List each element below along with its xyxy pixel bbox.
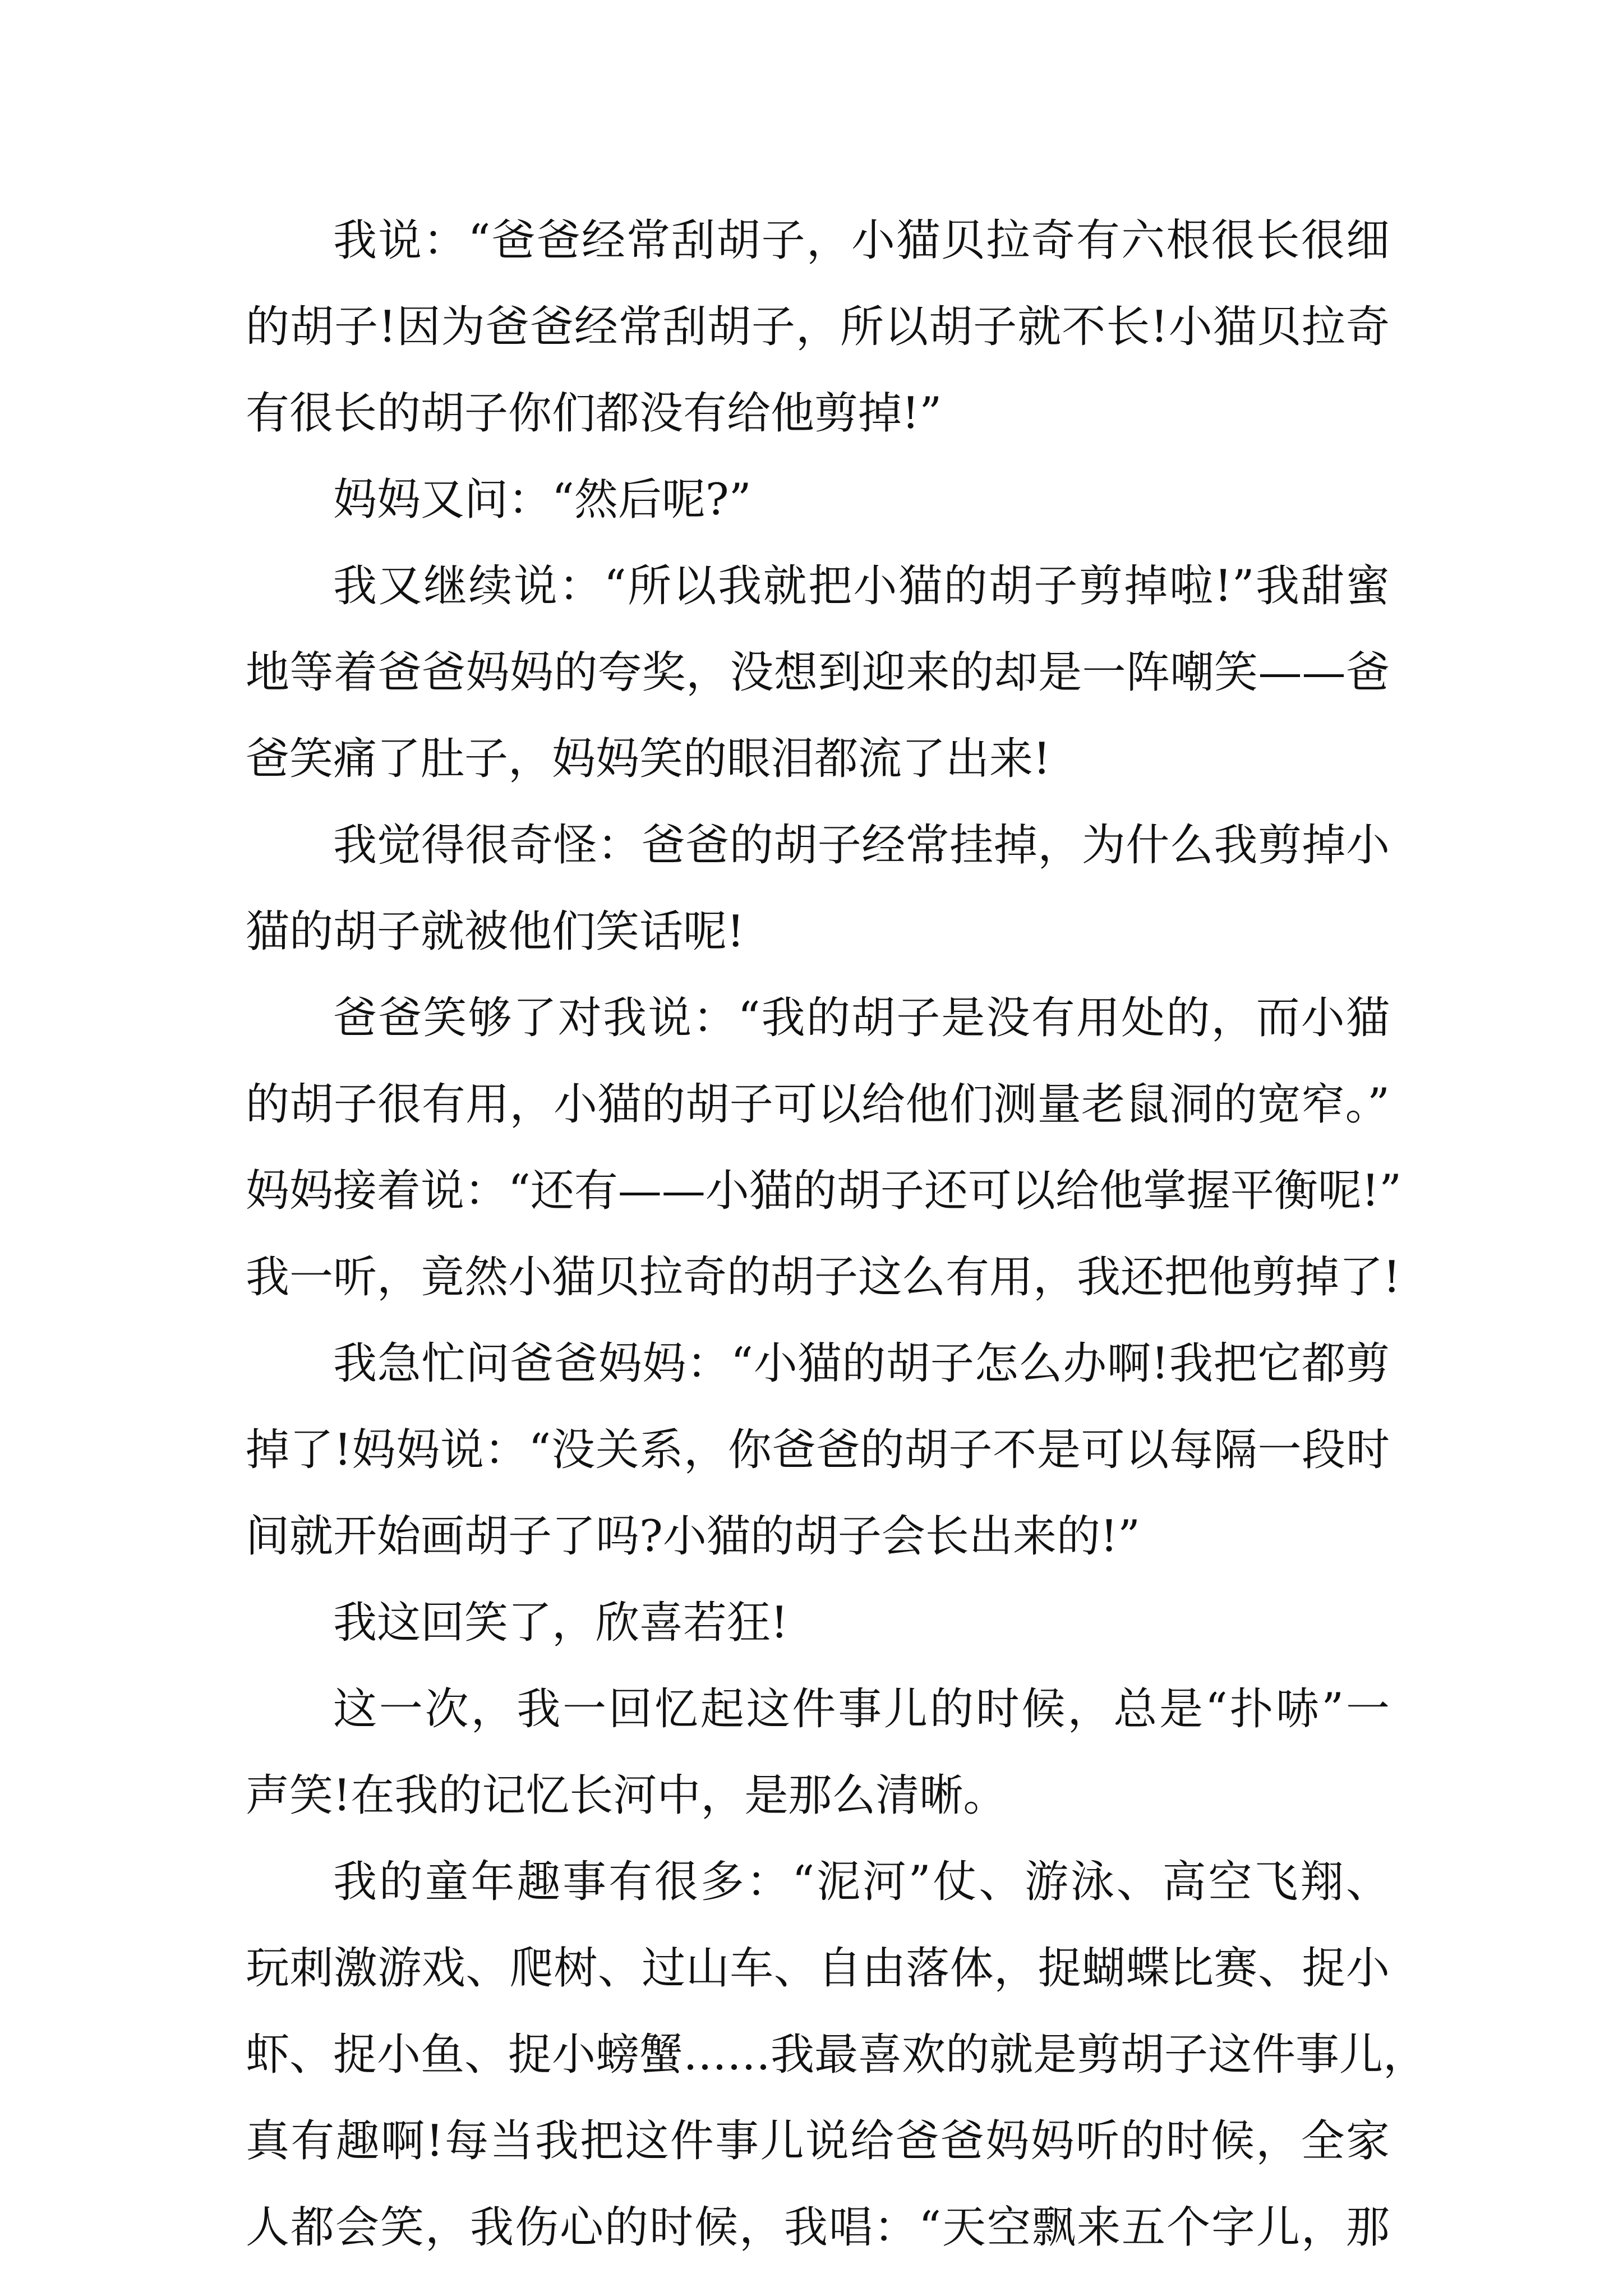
text-line: 我又继续说：“所以我就把小猫的胡子剪掉啦!”我甜蜜 <box>333 561 1390 611</box>
text-line: 我一听，竟然小猫贝拉奇的胡子这么有用，我还把他剪掉了! <box>246 1252 1401 1303</box>
text-line: 的胡子很有用，小猫的胡子可以给他们测量老鼠洞的宽窄。” <box>246 1079 1390 1130</box>
text-line: 爸爸笑够了对我说：“我的胡子是没有用处的，而小猫 <box>333 993 1390 1043</box>
text-line: 虾、捉小鱼、捉小螃蟹……我最喜欢的就是剪胡子这件事儿， <box>246 2030 1427 2080</box>
text-line: 有很长的胡子你们都没有给他剪掉!” <box>246 388 942 439</box>
text-line: 猫的胡子就被他们笑话呢! <box>246 907 745 957</box>
text-line: 玩刺激游戏、爬树、过山车、自由落体，捉蝴蝶比赛、捉小 <box>246 1943 1390 1994</box>
text-line: 我觉得很奇怪：爸爸的胡子经常挂掉，为什么我剪掉小 <box>333 820 1390 871</box>
text-line: 地等着爸爸妈妈的夸奖，没想到迎来的却是一阵嘲笑——爸 <box>246 647 1390 698</box>
text-line: 我急忙问爸爸妈妈：“小猫的胡子怎么办啊!我把它都剪 <box>333 1338 1390 1389</box>
text-line: 我的童年趣事有很多：“泥河”仗、游泳、高空飞翔、 <box>333 1857 1390 1907</box>
text-line: 爸笑痛了肚子，妈妈笑的眼泪都流了出来! <box>246 734 1051 784</box>
text-line: 声笑!在我的记忆长河中，是那么清晰。 <box>246 1770 1007 1821</box>
text-line: 我这回笑了，欣喜若狂! <box>333 1598 789 1648</box>
text-line: 间就开始画胡子了吗?小猫的胡子会长出来的!” <box>246 1511 1141 1562</box>
text-line: 的胡子!因为爸爸经常刮胡子，所以胡子就不长!小猫贝拉奇 <box>246 302 1390 352</box>
body-text <box>246 197 1427 2271</box>
text-line: 妈妈接着说：“还有——小猫的胡子还可以给他掌握平衡呢!” <box>246 1166 1402 1216</box>
text-line: 我说：“爸爸经常刮胡子，小猫贝拉奇有六根很长很细 <box>333 215 1390 266</box>
text-line: 这一次，我一回忆起这件事儿的时候，总是“扑哧”一 <box>333 1684 1390 1734</box>
text-line: 掉了!妈妈说：“没关系，你爸爸的胡子不是可以每隔一段时 <box>246 1425 1390 1475</box>
text-line: 真有趣啊!每当我把这件事儿说给爸爸妈妈听的时候，全家 <box>246 2116 1390 2166</box>
text-line: 人都会笑，我伤心的时候，我唱：“天空飘来五个字儿，那 <box>246 2202 1390 2253</box>
text-line: 妈妈又问：“然后呢?” <box>333 475 751 525</box>
